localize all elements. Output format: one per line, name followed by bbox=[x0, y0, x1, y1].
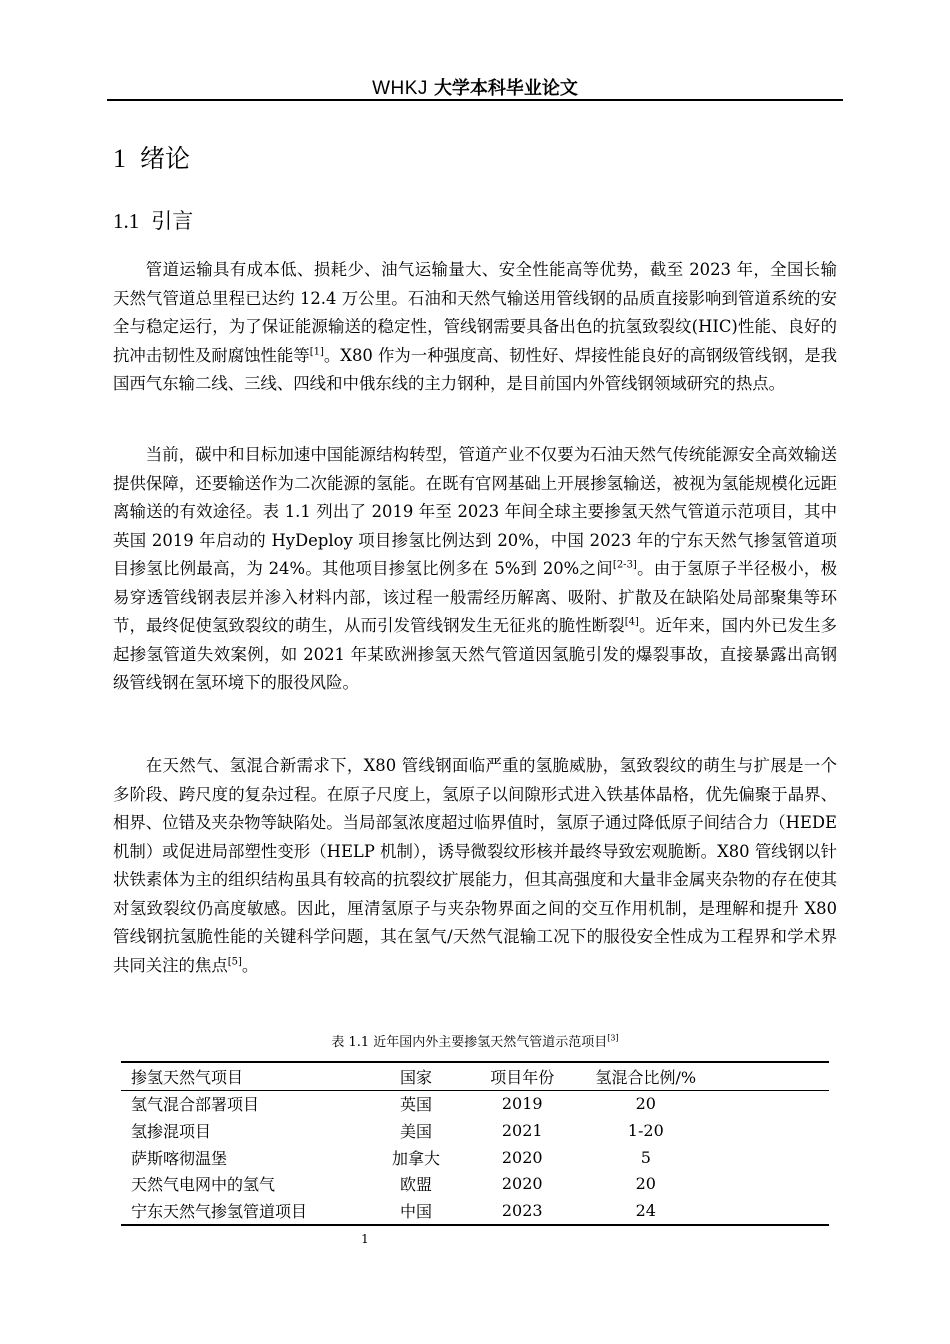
table-cell: 2021 bbox=[501, 1120, 543, 1140]
table-caption-text: 表 1.1 近年国内外主要掺氢天然气管道示范项目 bbox=[331, 1035, 608, 1050]
citation: [2-3] bbox=[612, 559, 637, 571]
table-cell-empty bbox=[720, 1144, 829, 1171]
table-cell: 20 bbox=[635, 1174, 656, 1194]
paragraph-text: 。 bbox=[241, 955, 259, 975]
chapter-number: 1 bbox=[113, 144, 126, 173]
table-cell: 宁东天然气掺氢管道项目 bbox=[131, 1201, 308, 1221]
table-cell: 2023 bbox=[501, 1200, 543, 1220]
paragraph-text: 。近年来，国内外已发生多起掺氢管道失效案例，如 2021 年某欧洲掺氢天然气管道因氢脆引发的爆裂事故，直接暴露出高钢级管线钢在氢环境下的服役风险。 bbox=[113, 616, 838, 692]
table-cell: 美国 bbox=[400, 1121, 433, 1141]
column-header: 国家 bbox=[400, 1067, 433, 1087]
table-cell: 20 bbox=[635, 1094, 656, 1114]
projects-table bbox=[121, 1061, 829, 1226]
chapter-title: 绪论 bbox=[140, 144, 191, 173]
table-row bbox=[121, 1197, 829, 1225]
citation: [4] bbox=[624, 616, 639, 628]
header-latin: WHKJ bbox=[372, 78, 428, 99]
table-cell-empty bbox=[720, 1197, 829, 1225]
table-row bbox=[121, 1170, 829, 1197]
citation: [1] bbox=[309, 346, 324, 358]
paragraph-text: 当前，碳中和目标加速中国能源结构转型，管道产业不仅要为石油天然气传统能源安全高效输送提供保障，还要输送作为二次能源的氢能。在既有官网基础上开展掺氢输送，被视为氢能规模化远距离输送的有效途径。表 1.1 列出了 2019 年至 2023 年间全球主要掺氢天然气管道示范项目，其中英国 2019 年启动的 HyDeploy 项目掺氢比例达到 20%，中国 2023 年的宁东天然气掺氢管道项目掺氢比例最高，为 24%。其他项目掺氢比例多在 5%到 20%之间 bbox=[113, 445, 837, 578]
column-header-empty bbox=[720, 1062, 829, 1090]
table-cell: 中国 bbox=[400, 1201, 433, 1221]
chapter-heading bbox=[113, 142, 190, 176]
citation: [5] bbox=[227, 956, 242, 968]
table-cell: 2019 bbox=[501, 1094, 543, 1114]
section-heading bbox=[113, 206, 193, 236]
table-cell: 1-20 bbox=[627, 1120, 664, 1140]
paragraph-text: 。由于氢原子半径极小，极易穿透管线钢表层并渗入材料内部，该过程一般需经历解离、吸附、扩散及在缺陷处局部聚集等环节，最终促使氢致裂纹的萌生，从而引发管线钢发生无征兆的脆性断裂 bbox=[113, 559, 838, 635]
table-cell: 2020 bbox=[501, 1147, 543, 1167]
paragraph-1 bbox=[113, 256, 837, 399]
table-header-row bbox=[121, 1062, 829, 1090]
section-title: 引言 bbox=[151, 209, 194, 233]
table-caption bbox=[121, 1033, 829, 1053]
table-cell: 24 bbox=[635, 1200, 656, 1220]
column-header: 掺氢天然气项目 bbox=[131, 1067, 244, 1087]
paragraph-text: 管道运输具有成本低、损耗少、油气运输量大、安全性能高等优势，截至 2023 年，全国长输天然气管道总里程已达约 12.4 万公里。石油和天然气输送用管线钢的品质直接影响到管道系统的安全与稳定运行，为了保证能源输送的稳定性，管线钢需要具备出色的抗氢致裂纹(HIC)性能、良好的抗冲击韧性及耐腐蚀性能等 bbox=[113, 260, 837, 365]
table-cell: 天然气电网中的氢气 bbox=[131, 1175, 276, 1195]
table-row bbox=[121, 1144, 829, 1171]
column-header: 项目年份 bbox=[490, 1067, 555, 1087]
table-cell: 氢掺混项目 bbox=[131, 1121, 212, 1141]
paragraph-text: 。X80 作为一种强度高、韧性好、焊接性能良好的高钢级管线钢，是我国西气东输二线、三线、四线和中俄东线的主力钢种，是目前国内外管线钢领域研究的热点。 bbox=[113, 345, 838, 393]
table-cell: 加拿大 bbox=[392, 1148, 441, 1168]
column-header: 氢混合比例/% bbox=[595, 1067, 697, 1087]
table-cell: 氢气混合部署项目 bbox=[131, 1095, 260, 1115]
paragraph-2 bbox=[113, 441, 837, 698]
table-cell: 欧盟 bbox=[400, 1175, 433, 1195]
section-number: 1.1 bbox=[113, 209, 140, 233]
table-cell: 萨斯喀彻温堡 bbox=[131, 1148, 228, 1168]
table-cell: 英国 bbox=[400, 1095, 433, 1115]
paragraph-text: 在天然气、氢混合新需求下，X80 管线钢面临严重的氢脆威胁，氢致裂纹的萌生与扩展是一个多阶段、跨尺度的复杂过程。在原子尺度上，氢原子以间隙形式进入铁基体晶格，优先偏聚于晶界、相界、位错及夹杂物等缺陷处。当局部氢浓度超过临界值时，氢原子通过降低原子间结合力（HEDE 机制）或促进局部塑性变形（HELP 机制），诱导微裂纹形核并最终导致宏观脆断。X80 管线钢以针状铁素体为主的组织结构虽具有较高的抗裂纹扩展能力，但其高强度和大量非金属夹杂物的存在使其对氢致裂纹仍高度敏感。因此，厘清氢原子与夹杂物界面之间的交互作用机制，是理解和提升 X80 管线钢抗氢脆性能的关键科学问题，其在氢气/天然气混输工况下的服役安全性成为工程界和学术界共同关注的焦点 bbox=[113, 756, 837, 975]
header-title: 大学本科毕业论文 bbox=[433, 78, 578, 99]
table-cell: 5 bbox=[640, 1147, 651, 1167]
table-row bbox=[121, 1090, 829, 1117]
table-cell-empty bbox=[720, 1117, 829, 1144]
header-rule bbox=[107, 99, 843, 101]
page-header bbox=[107, 76, 843, 100]
table-cell-empty bbox=[720, 1170, 829, 1197]
paragraph-3 bbox=[113, 752, 837, 980]
citation: [3] bbox=[607, 1033, 619, 1043]
table-cell-empty bbox=[720, 1090, 829, 1117]
table-row bbox=[121, 1117, 829, 1144]
page-number: 1 bbox=[361, 1232, 369, 1246]
table-cell: 2020 bbox=[501, 1174, 543, 1194]
